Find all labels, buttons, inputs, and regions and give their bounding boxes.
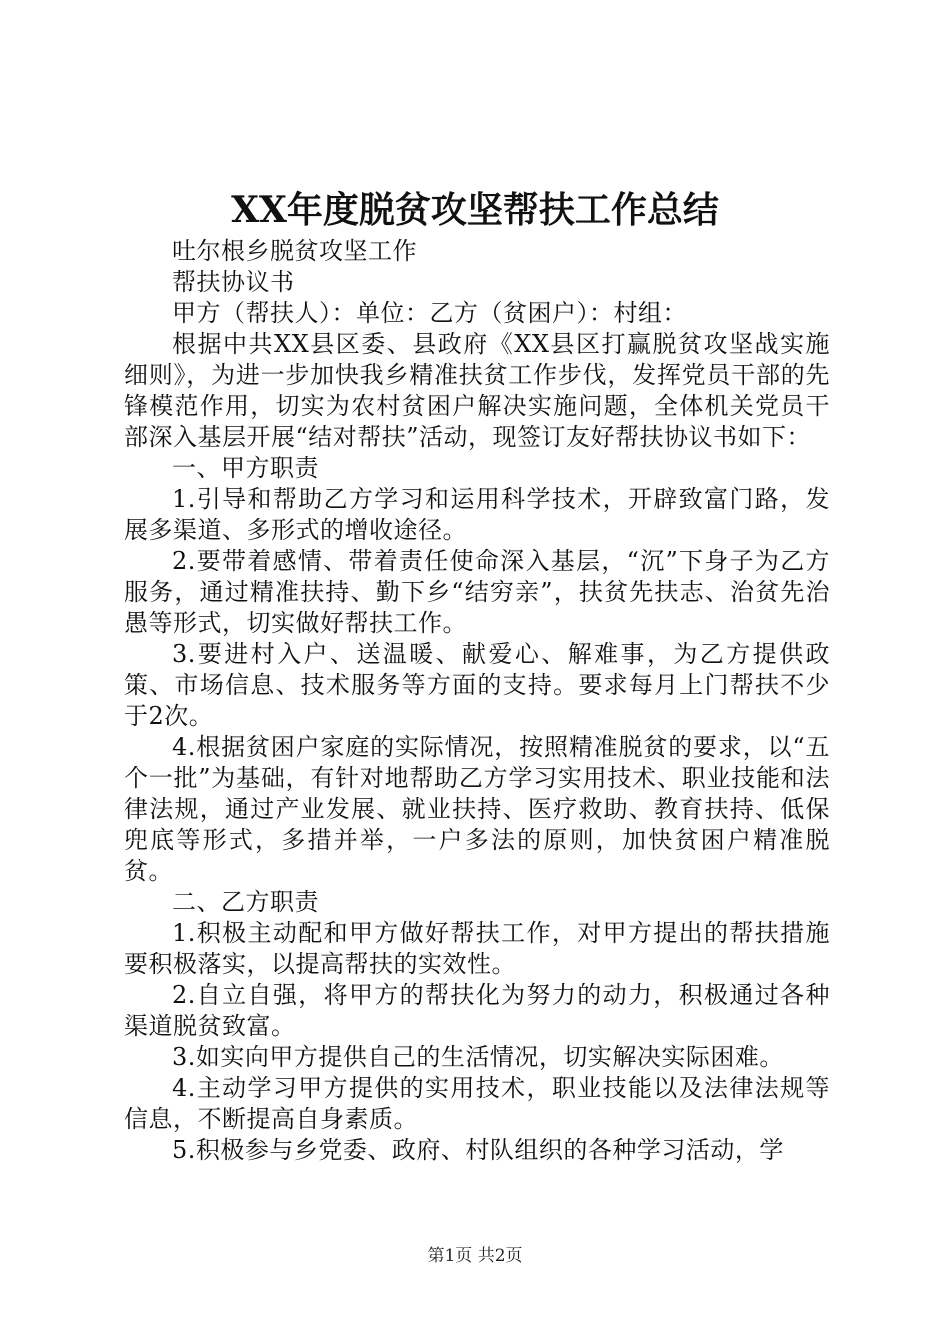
party-a-item-1: 1.引导和帮助乙方学习和运用科学技术，开辟致富门路，发展多渠道、多形式的增收途径。 bbox=[124, 485, 830, 544]
party-b-item-4: 4.主动学习甲方提供的实用技术，职业技能以及法律法规等信息，不断提高自身素质。 bbox=[124, 1074, 830, 1133]
party-a-item-3: 3.要进村入户、送温暖、献爱心、解难事，为乙方提供政策、市场信息、技术服务等方面的支持。要求每月上门帮扶不少于2次。 bbox=[124, 640, 830, 730]
paragraph-preamble: 根据中共XX县区委、县政府《XX县区打赢脱贫攻坚战实施细则》，为进一步加快我乡精准扶贫工作步伐，发挥党员干部的先锋模范作用，切实为农村贫困户解决实施问题，全体机关党员干部深入基层开展“结对帮扶”活动，现签订友好帮扶协议书如下： bbox=[124, 330, 830, 451]
party-a-item-2: 2.要带着感情、带着责任使命深入基层，“沉”下身子为乙方服务，通过精准扶持、勤下乡“结穷亲”，扶贫先扶志、治贫先治愚等形式，切实做好帮扶工作。 bbox=[124, 547, 830, 637]
document-title: XX年度脱贫攻坚帮扶工作总结 bbox=[231, 189, 719, 231]
paragraph-parties: 甲方（帮扶人）：单位：乙方（贫困户）：村组： bbox=[172, 299, 687, 327]
document-body bbox=[124, 236, 830, 1166]
page-footer: 第1页 共2页 bbox=[427, 1246, 523, 1266]
paragraph-agreement-heading: 帮扶协议书 bbox=[172, 268, 295, 296]
party-b-item-2: 2.自立自强，将甲方的帮扶化为努力的动力，积极通过各种渠道脱贫致富。 bbox=[124, 981, 830, 1040]
section-heading-party-a: 一、甲方职责 bbox=[172, 454, 319, 482]
party-b-item-3: 3.如实向甲方提供自己的生活情况，切实解决实际困难。 bbox=[172, 1043, 784, 1071]
section-heading-party-b: 二、乙方职责 bbox=[172, 888, 319, 916]
party-a-item-4: 4.根据贫困户家庭的实际情况，按照精准脱贫的要求，以“五个一批”为基础，有针对地帮助乙方学习实用技术、职业技能和法律法规，通过产业发展、就业扶持、医疗救助、教育扶持、低保兜底等形式，多措并举，一户多法的原则，加快贫困户精准脱贫。 bbox=[124, 733, 830, 885]
paragraph-township: 吐尔根乡脱贫攻坚工作 bbox=[172, 237, 417, 265]
party-b-item-5: 5.积极参与乡党委、政府、村队组织的各种学习活动，学 bbox=[172, 1136, 784, 1164]
party-b-item-1: 1.积极主动配和甲方做好帮扶工作，对甲方提出的帮扶措施要积极落实，以提高帮扶的实效性。 bbox=[124, 919, 830, 978]
